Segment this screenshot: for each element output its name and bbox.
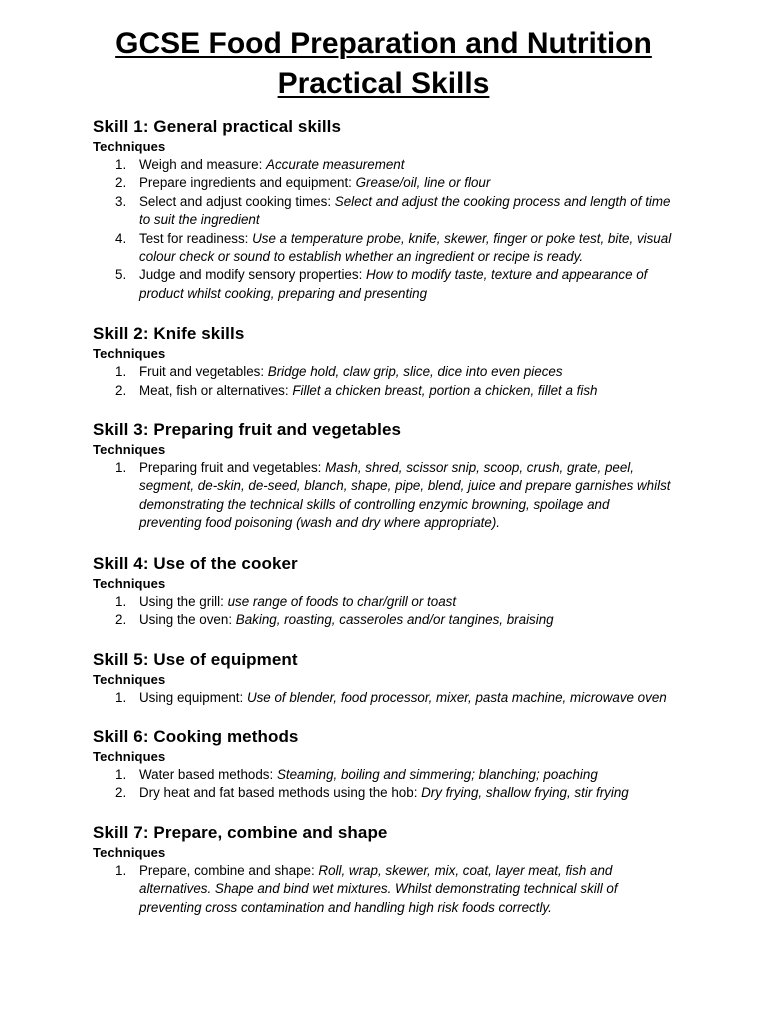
technique-item: [93, 174, 674, 192]
technique-list: [93, 363, 674, 400]
item-detail: Roll, wrap, skewer, mix, coat, layer meat, fish and alternatives. Shape and bind wet mixtures. Whilst demonstrating technical skill of preventing cross contamination and handling high risk foods correctly.: [139, 862, 618, 915]
skill-heading: Skill 5: Use of equipment: [93, 649, 298, 669]
technique-item: [93, 593, 674, 611]
skill-heading: Skill 7: Prepare, combine and shape: [93, 822, 388, 842]
techniques-label: Techniques: [93, 346, 166, 362]
technique-item: [93, 862, 674, 917]
item-detail: Steaming, boiling and simmering; blanching; poaching: [276, 766, 598, 782]
item-lead: Judge and modify sensory properties:: [139, 267, 367, 283]
item-number: 1.: [115, 157, 127, 172]
skill-section-2: [93, 323, 674, 400]
item-lead: Dry heat and fat based methods using the hob:: [139, 785, 422, 801]
item-lead: Select and adjust cooking times:: [139, 193, 335, 209]
technique-item: [93, 382, 674, 400]
item-number: 3.: [115, 193, 127, 209]
item-detail: How to modify taste, texture and appearance of product whilst cooking, preparing and presenting: [139, 267, 648, 301]
item-detail: Grease/oil, line or flour: [355, 175, 491, 191]
skill-heading: Skill 2: Knife skills: [93, 324, 245, 344]
item-number: 1.: [115, 689, 127, 705]
item-detail: Mash, shred, scissor snip, scoop, crush, grate, peel, segment, de-skin, de-seed, blanch, shape, pipe, blend, juice and prepare garnishes whilst demonstrating the technical skills of controlling enzymic browning, spoilage and preventing food poisoning (wash and dry where appropriate).: [139, 460, 671, 531]
item-number: 1.: [115, 460, 127, 476]
item-lead: Fruit and vegetables:: [139, 364, 268, 380]
document-title: [93, 0, 674, 104]
item-number: 5.: [115, 267, 127, 283]
techniques-label: Techniques: [93, 671, 166, 687]
techniques-label: Techniques: [93, 139, 166, 154]
item-lead: Using equipment:: [139, 689, 247, 705]
item-lead: Using the grill:: [139, 593, 228, 609]
technique-list: [93, 459, 674, 533]
skill-section-3: [93, 419, 674, 533]
technique-item: [93, 266, 674, 303]
item-number: 1.: [115, 593, 127, 609]
technique-item: [93, 766, 674, 784]
technique-item: [93, 230, 674, 267]
item-detail: Dry frying, shallow frying, stir frying: [421, 785, 629, 801]
item-detail: Accurate measurement: [266, 157, 405, 172]
technique-list: [93, 862, 674, 917]
item-detail: Select and adjust the cooking process and length of time to suit the ingredient: [139, 193, 671, 228]
item-lead: Meat, fish or alternatives:: [139, 382, 293, 398]
item-detail: Bridge hold, claw grip, slice, dice into even pieces: [267, 364, 563, 380]
techniques-label: Techniques: [93, 748, 166, 764]
skill-heading: Skill 4: Use of the cooker: [93, 553, 298, 573]
item-lead: Water based methods:: [139, 766, 277, 782]
technique-item: [93, 459, 674, 533]
item-number: 2.: [115, 612, 127, 628]
techniques-label: Techniques: [93, 575, 166, 591]
item-detail: use range of foods to char/grill or toast: [227, 593, 457, 609]
item-lead: Preparing fruit and vegetables:: [139, 460, 326, 476]
item-number: 1.: [115, 862, 127, 878]
item-detail: Fillet a chicken breast, portion a chicken, fillet a fish: [292, 382, 598, 398]
technique-list: [93, 593, 674, 630]
techniques-label: Techniques: [93, 844, 166, 860]
techniques-label: Techniques: [93, 442, 166, 458]
skill-section-5: [93, 649, 674, 707]
item-lead: Weigh and measure:: [139, 157, 267, 172]
skill-section-6: [93, 726, 674, 803]
technique-item: [93, 784, 674, 802]
skill-heading: Skill 6: Cooking methods: [93, 726, 299, 746]
title-line-2: Practical Skills: [277, 67, 490, 100]
technique-list: [93, 766, 674, 803]
item-lead: Prepare ingredients and equipment:: [139, 175, 356, 191]
skill-section-4: [93, 553, 674, 630]
item-number: 1.: [115, 766, 127, 782]
item-lead: Prepare, combine and shape:: [139, 862, 319, 878]
item-lead: Test for readiness:: [139, 230, 253, 246]
skill-section-7: [93, 822, 674, 917]
skill-heading: Skill 1: General practical skills: [93, 117, 342, 136]
skill-section-1: [93, 116, 674, 303]
item-lead: Using the oven:: [139, 612, 236, 628]
item-number: 1.: [115, 364, 127, 380]
technique-item: [93, 363, 674, 381]
skill-heading: Skill 3: Preparing fruit and vegetables: [93, 420, 402, 440]
item-number: 2.: [115, 175, 127, 191]
technique-item: [93, 611, 674, 629]
item-detail: Baking, roasting, casseroles and/or tangines, braising: [235, 612, 554, 628]
technique-item: [93, 193, 674, 230]
technique-item: [93, 689, 674, 707]
item-number: 4.: [115, 230, 127, 246]
technique-item: [93, 156, 674, 174]
technique-list: [93, 156, 674, 303]
title-line-1: GCSE Food Preparation and Nutrition: [115, 27, 652, 60]
item-number: 2.: [115, 382, 127, 398]
item-detail: Use a temperature probe, knife, skewer, finger or poke test, bite, visual colour check or sound to establish whether an ingredient or recipe is ready.: [139, 230, 672, 265]
item-number: 2.: [115, 785, 127, 801]
technique-list: [93, 689, 674, 707]
item-detail: Use of blender, food processor, mixer, pasta machine, microwave oven: [246, 689, 667, 705]
